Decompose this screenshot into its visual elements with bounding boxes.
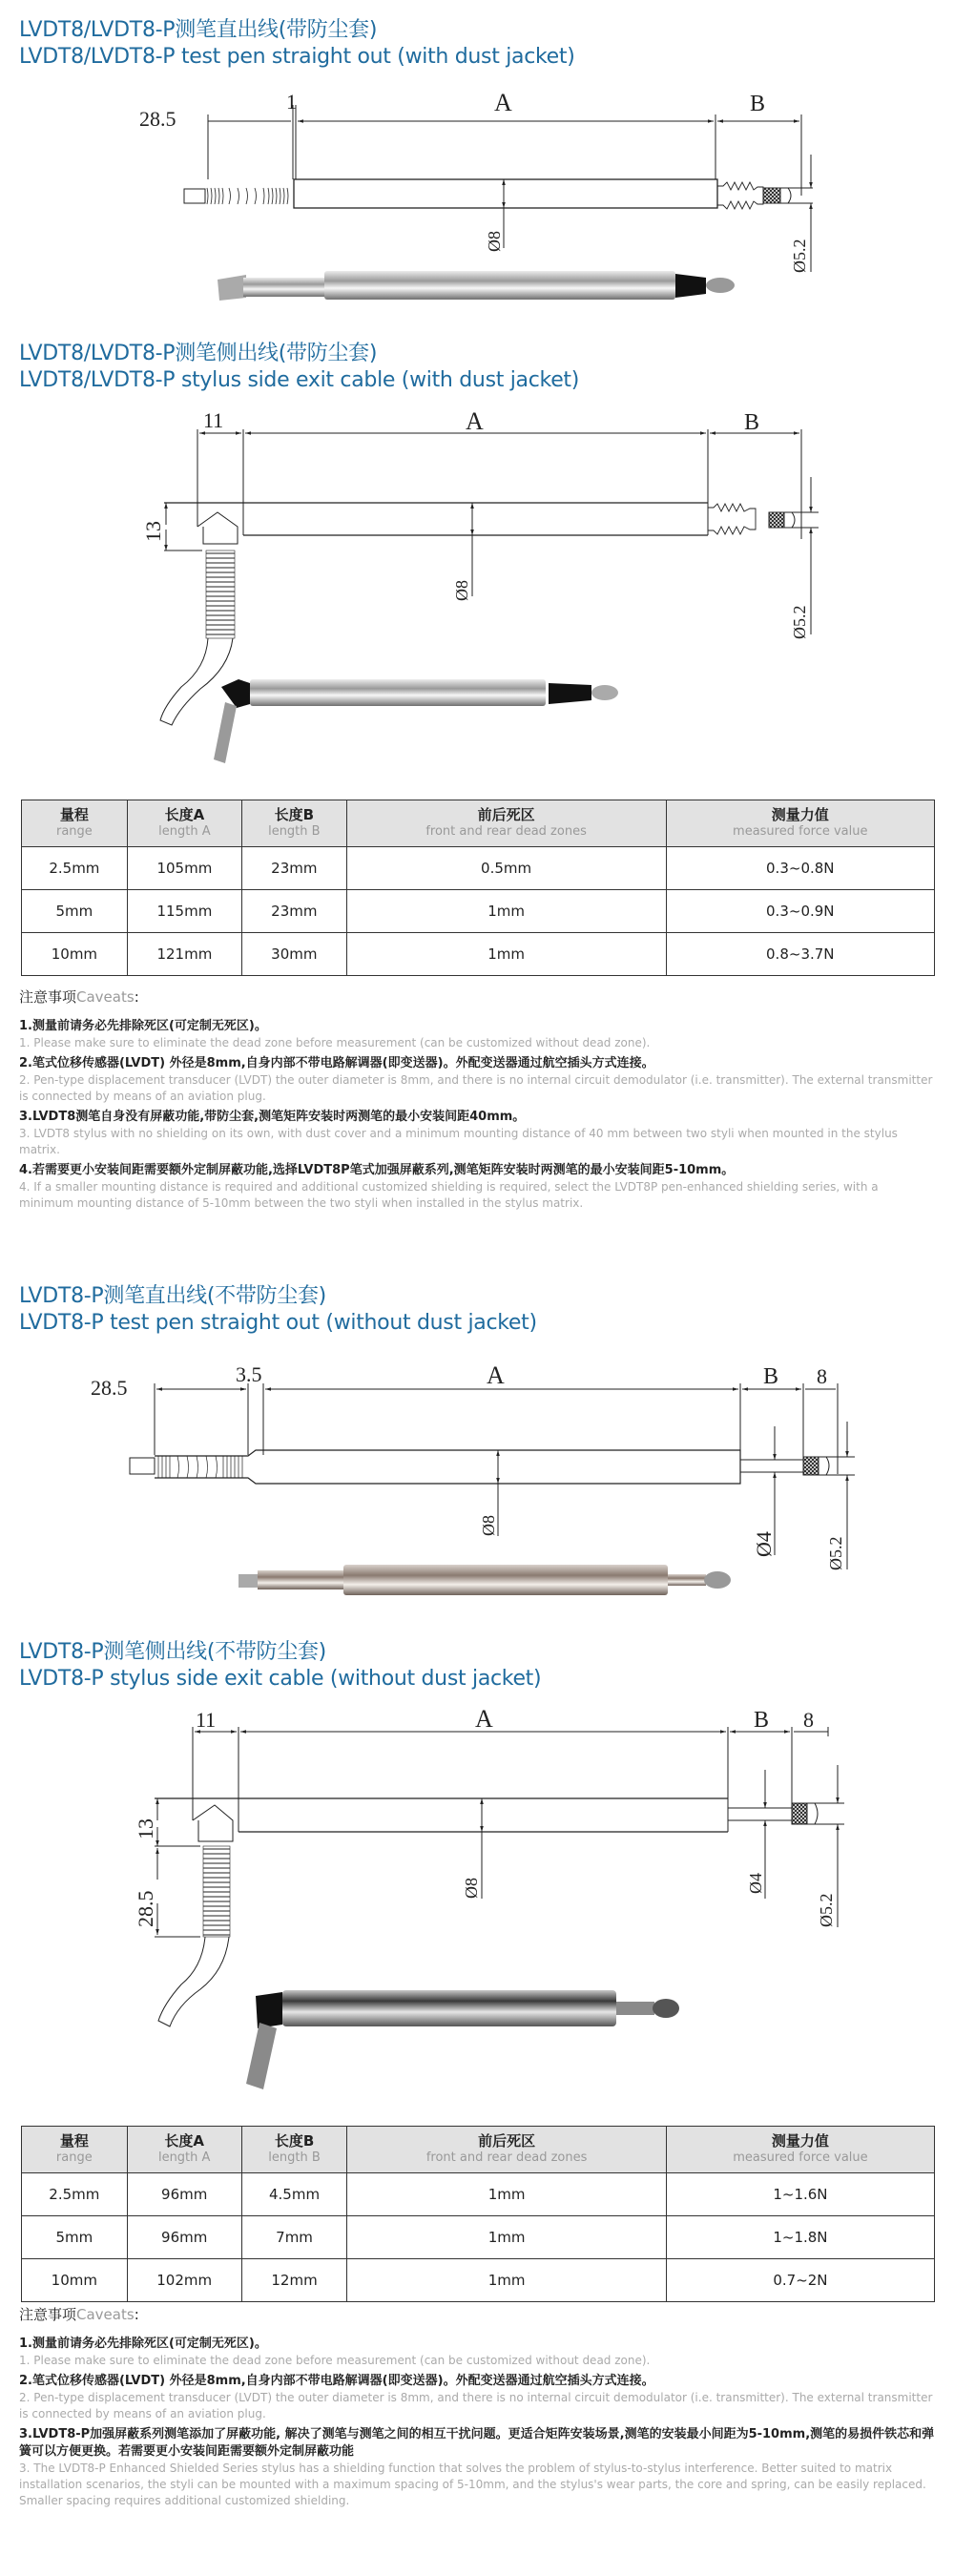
cell: 96mm <box>127 2216 241 2259</box>
dim-a: A <box>487 1361 505 1389</box>
product-photo-2 <box>214 679 618 763</box>
dim-tip-dia: Ø5.2 <box>826 1536 845 1570</box>
dim-tip-len: 8 <box>803 1708 814 1732</box>
header-length-b: 长度B length B <box>242 800 347 847</box>
cell: 1mm <box>347 2259 667 2302</box>
dim-b: B <box>754 1708 770 1733</box>
spring-graphic <box>207 188 288 204</box>
caveats-heading: 注意事项Caveats: <box>19 2306 139 2323</box>
cell: 5mm <box>22 2216 128 2259</box>
table-row <box>22 847 935 890</box>
cell: 0.3~0.9N <box>666 890 934 933</box>
cell: 5mm <box>22 890 128 933</box>
cell: 10mm <box>22 2259 128 2302</box>
dim-tip-dia: Ø5.2 <box>790 605 809 639</box>
caveat-item: 2.笔式位移传感器(LVDT) 外径是8mm,自身内部不带电路解调器(即变送器)。外配变送器通过航空插头方式连接。 2. Pen-type displacement transducer (LVDT) the outer diameter is 8mm, and there is no internal circuit demodulator (i.e. transmitter). The external transmitter is connected by means of an aviation plug. <box>19 1056 933 1103</box>
drawing-side-without-jacket <box>0 1698 954 2109</box>
cell: 121mm <box>127 933 241 976</box>
cell: 96mm <box>127 2173 241 2216</box>
dim-left-length: 28.5 <box>139 107 176 131</box>
cell: 105mm <box>127 847 241 890</box>
table-row <box>22 2216 935 2259</box>
dim-cable-length: 28.5 <box>134 1890 157 1927</box>
cell: 1~1.8N <box>666 2216 934 2259</box>
header-length-b: 长度B length B <box>241 2127 347 2173</box>
header-range: 量程 range <box>22 2127 128 2173</box>
spec-table-2 <box>21 2126 935 2302</box>
section-3-title-zh: LVDT8-P测笔直出线(不带防尘套) <box>19 1284 326 1308</box>
cell: 1mm <box>346 890 666 933</box>
section-2-title <box>19 341 579 394</box>
caveat-item: 1.测量前请务必先排除死区(可定制无死区)。 1. Please make sure to eliminate the dead zone before measurement (can be customized without dead zone). <box>19 1019 651 1049</box>
section-2-title-zh: LVDT8/LVDT8-P测笔侧出线(带防尘套) <box>19 342 378 365</box>
caveat-item: 3.LVDT8测笔自身没有屏蔽功能,带防尘套,测笔矩阵安装时两测笔的最小安装间距40mm。 3. LVDT8 stylus with no shielding on its own, with dust cover and a minimum mounting distance of 40 mm between two styli when mounted in the stylus matrix. <box>19 1110 898 1156</box>
table-row <box>22 933 935 976</box>
caveats-heading: 注意事项Caveats: <box>19 988 139 1006</box>
table-row <box>22 2173 935 2216</box>
cell: 10mm <box>22 933 128 976</box>
dim-gap: 3.5 <box>236 1362 262 1386</box>
cell: 7mm <box>241 2216 347 2259</box>
dim-body-dia: Ø8 <box>452 580 471 601</box>
cell: 1~1.6N <box>666 2173 934 2216</box>
table-row <box>22 2259 935 2302</box>
table-header-row <box>22 2127 935 2173</box>
dim-body-dia: Ø8 <box>479 1515 498 1536</box>
cell: 0.8~3.7N <box>666 933 934 976</box>
header-force: 测量力值 measured force value <box>666 800 934 847</box>
header-length-a: 长度A length A <box>127 2127 241 2173</box>
section-1-title-zh: LVDT8/LVDT8-P测笔直出线(带防尘套) <box>19 18 378 42</box>
section-1-title <box>19 17 575 71</box>
cell: 1mm <box>346 933 666 976</box>
drawing-side-with-jacket <box>0 401 954 782</box>
section-2-title-en: LVDT8/LVDT8-P stylus side exit cable (with dust jacket) <box>19 368 580 392</box>
cell: 12mm <box>241 2259 347 2302</box>
dim-tip-len: 8 <box>817 1364 827 1388</box>
drawing-straight-without-jacket <box>0 1345 954 1603</box>
product-photo-4 <box>246 1990 679 2089</box>
dim-body-dia: Ø8 <box>485 231 504 252</box>
cell: 2.5mm <box>22 2173 128 2216</box>
dim-tip-dia: Ø5.2 <box>790 239 809 273</box>
cell: 23mm <box>242 890 347 933</box>
cell: 1mm <box>347 2216 667 2259</box>
dim-left-length: 28.5 <box>91 1376 128 1400</box>
caveat-item: 3.LVDT8-P加强屏蔽系列测笔添加了屏蔽功能, 解决了测笔与测笔之间的相互干扰问题。更适合矩阵安装场景,测笔的安装最小间距为5-10mm,测笔的易损件铁芯和弹簧可以方便更换。若需要更小安装间距需要额外定制屏蔽功能 3. The LVDT8-P Enhanced Shielded Series stylus has a shielding function that solves the problem of stylus-to-stylus interference. Better suited to matrix installation scenarios, the styli can be mounted with a maximum spacing of 5-10mm, and the stylus's wear parts, the core and spring, can be easily replaced. Smaller spacing requires additional customized shielding. <box>19 2427 935 2507</box>
dim-head: 11 <box>203 408 224 432</box>
header-dead-zones: 前后死区 front and rear dead zones <box>347 2127 667 2173</box>
section-3-title <box>19 1283 537 1337</box>
spec-table-1 <box>21 800 935 976</box>
section-1-title-en: LVDT8/LVDT8-P test pen straight out (with dust jacket) <box>19 45 575 69</box>
table-row <box>22 890 935 933</box>
dim-b: B <box>763 1364 779 1389</box>
dim-gap: 1 <box>286 90 297 114</box>
dim-a: A <box>475 1705 493 1733</box>
dim-tip-dia: Ø5.2 <box>817 1893 836 1927</box>
header-range: 量程 range <box>22 800 128 847</box>
section-3-title-en: LVDT8-P test pen straight out (without dust jacket) <box>19 1311 537 1335</box>
cell: 2.5mm <box>22 847 128 890</box>
section-4-title <box>19 1639 541 1693</box>
dim-rod-dia: Ø4 <box>752 1531 776 1557</box>
dim-height: 13 <box>141 521 165 542</box>
product-photo-1 <box>218 271 735 301</box>
dim-rod-dia: Ø4 <box>746 1873 765 1894</box>
caveats-1 <box>19 987 935 1214</box>
dim-a: A <box>494 89 512 116</box>
cell: 4.5mm <box>241 2173 347 2216</box>
dim-b: B <box>750 92 766 116</box>
section-4-title-en: LVDT8-P stylus side exit cable (without dust jacket) <box>19 1667 542 1691</box>
caveat-item: 1.测量前请务必先排除死区(可定制无死区)。 1. Please make sure to eliminate the dead zone before measurement (can be customized without dead zone). <box>19 2337 651 2367</box>
dim-a: A <box>466 407 484 435</box>
cell: 115mm <box>127 890 241 933</box>
header-length-a: 长度A length A <box>127 800 241 847</box>
cell: 0.7~2N <box>666 2259 934 2302</box>
caveat-item: 2.笔式位移传感器(LVDT) 外径是8mm,自身内部不带电路解调器(即变送器)。外配变送器通过航空插头方式连接。 2. Pen-type displacement transducer (LVDT) the outer diameter is 8mm, and there is no internal circuit demodulator (i.e. transmitter). The external transmitter is connected by means of an aviation plug. <box>19 2374 933 2420</box>
cell: 0.5mm <box>346 847 666 890</box>
section-4-title-zh: LVDT8-P测笔侧出线(不带防尘套) <box>19 1640 326 1664</box>
dim-height: 13 <box>134 1818 157 1839</box>
table-header-row <box>22 800 935 847</box>
header-dead-zones: 前后死区 front and rear dead zones <box>346 800 666 847</box>
drawing-straight-with-jacket <box>0 76 954 324</box>
dim-body-dia: Ø8 <box>462 1878 481 1899</box>
caveat-item: 4.若需要更小安装间距需要额外定制屏蔽功能,选择LVDT8P笔式加强屏蔽系列,测笔矩阵安装时两测笔的最小安装间距5-10mm。 4. If a smaller mounting distance is required and additional customized shielding is required, select the LVDT8P pen-enhanced shielding series, with a minimum mounting distance of 5-10mm between the two styli when installed in the stylus matrix. <box>19 1163 879 1210</box>
cell: 0.3~0.8N <box>666 847 934 890</box>
header-force: 测量力值 measured force value <box>666 2127 934 2173</box>
cell: 1mm <box>347 2173 667 2216</box>
dim-head: 11 <box>196 1708 217 1732</box>
caveats-2 <box>19 2304 935 2511</box>
cell: 23mm <box>242 847 347 890</box>
cell: 102mm <box>127 2259 241 2302</box>
product-photo-3 <box>238 1565 731 1595</box>
dim-b: B <box>744 410 760 435</box>
cell: 30mm <box>242 933 347 976</box>
